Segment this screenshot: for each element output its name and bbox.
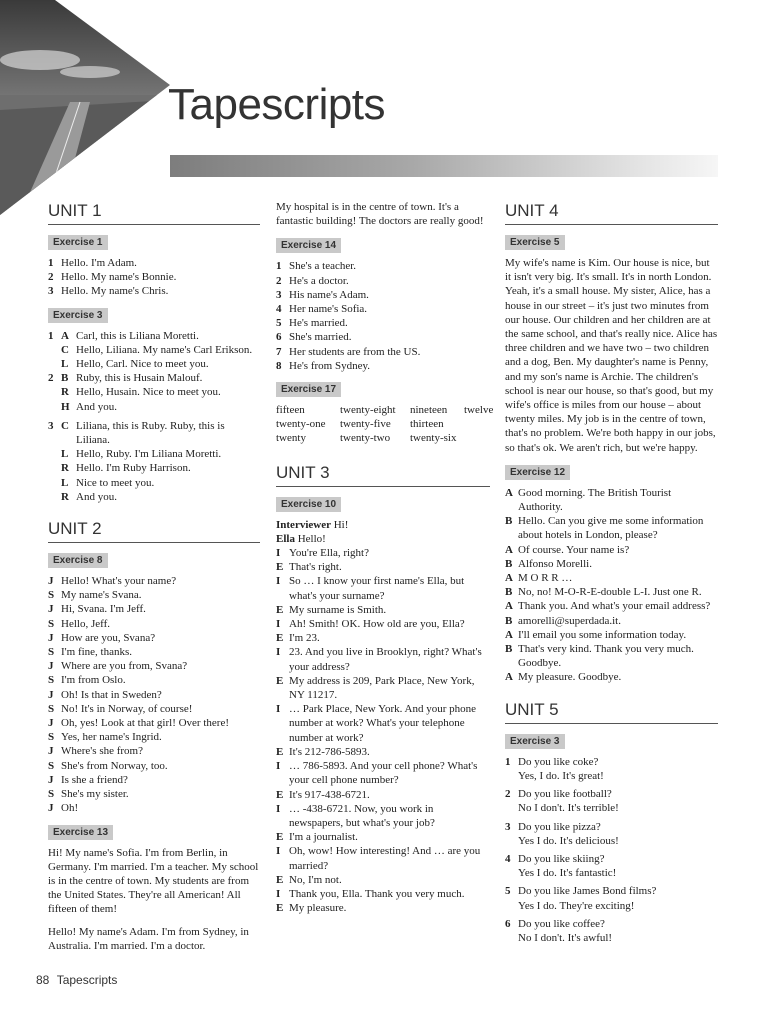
exercise-label: Exercise 12 [505, 465, 570, 480]
exercise-label: Exercise 13 [48, 825, 113, 840]
paragraph: Hello! My name's Adam. I'm from Sydney, in Australia. I'm married. I'm a doctor. [48, 925, 249, 952]
exercise-label: Exercise 3 [505, 734, 565, 749]
list-item: 3 Do you like pizza? [505, 820, 601, 833]
dialogue-line: H And you. [61, 400, 117, 413]
dialogue-line: S I'm from Oslo. [48, 674, 126, 687]
dialogue-line: J Hello! What's your name? [48, 575, 177, 588]
dialogue-line: I You're Ella, right? [276, 547, 369, 560]
title-gradient-bar [170, 155, 718, 177]
dialogue-line: J How are you, Svana? [48, 631, 156, 644]
paragraph: My wife's name is Kim. Our house is nice, but it isn't very big. It's small. It's in north London. Yeah, it's a small house. My sister, Alice, has a house in our street – it's just two minutes from our house. Our children and her children are at the same school, and that's really nice. Alice has three children and we have two – two children and a dog, Ben. My daughter's name is Penny, and my son's name is Archie. The children's school is near our house, so that's good, but my wife's office is miles from our house – about twenty miles. My job is in the centre of town, that's no problem. We're both happy in our jobs, so that's ok. We aren't rich, but we're happy. [505, 257, 718, 454]
dialogue-line: R Hello, Husain. Nice to meet you. [61, 386, 221, 399]
dialogue-line: 3 C Liliana, this is Ruby. Ruby, this is Liliana. [48, 419, 225, 447]
list-item: 3 Hello. My name's Chris. [48, 285, 169, 298]
dialogue-line: L Hello, Ruby. I'm Liliana Moretti. [61, 448, 222, 461]
answer-line: Yes I do. They're exciting! [518, 899, 635, 912]
unit-2-heading: UNIT 2 [48, 518, 260, 543]
dialogue-line: A I'll email you some information today. [505, 628, 687, 641]
column-3 [505, 200, 718, 945]
dialogue-line: E My pleasure. [276, 902, 347, 915]
dialogue-line: I … Park Place, New York. And your phone number at work? What's your telephone number at work? [276, 703, 476, 744]
dialogue-line: B amorelli@superdada.it. [505, 614, 621, 627]
column-2 [276, 200, 494, 915]
dialogue-line: R And you. [61, 490, 117, 503]
exercise-label: Exercise 8 [48, 553, 108, 568]
dialogue-line: S My name's Svana. [48, 589, 142, 602]
exercise-label: Exercise 1 [48, 235, 108, 250]
dialogue-line: I Oh, wow! How interesting! And … are you married? [276, 845, 481, 872]
dialogue-line: I Thank you, Ella. Thank you very much. [276, 887, 465, 900]
list-item: 7 Her students are from the US. [276, 345, 421, 358]
dialogue-line: S Yes, her name's Ingrid. [48, 731, 162, 744]
dialogue-line: E It's 212-786-5893. [276, 745, 370, 758]
paragraph: My hospital is in the centre of town. It's a fantastic building! The doctors are really good! [276, 201, 484, 228]
list-item: 1 Do you like coke? [505, 755, 599, 768]
list-item: 2 He's a doctor. [276, 274, 349, 287]
dialogue-line: C Hello, Liliana. My name's Carl Erikson. [61, 343, 253, 356]
page-number: 88 [36, 973, 50, 987]
list-item: 6 She's married. [276, 331, 352, 344]
dialogue-line: L Hello, Carl. Nice to meet you. [61, 358, 209, 371]
dialogue-line: J Oh! Is that in Sweden? [48, 688, 162, 701]
unit-4-heading: UNIT 4 [505, 200, 718, 225]
dialogue-line: E I'm 23. [276, 632, 320, 645]
list-item: 4 Her name's Sofia. [276, 303, 368, 316]
list-item: 2 Hello. My name's Bonnie. [48, 271, 177, 284]
answer-line: Yes I do. It's fantastic! [518, 867, 617, 880]
footer-label: Tapescripts [56, 973, 118, 987]
dialogue-line: A Good morning. The British Tourist Authority. [505, 486, 672, 514]
dialogue-line: E It's 917-438-6721. [276, 788, 370, 801]
dialogue-line: A My pleasure. Goodbye. [505, 671, 622, 684]
dialogue-line: J Where are you from, Svana? [48, 660, 188, 673]
dialogue-line: B Alfonso Morelli. [505, 557, 592, 570]
list-item: 5 He's married. [276, 317, 348, 330]
answer-line: Yes I do. It's delicious! [518, 834, 619, 847]
dialogue-line: E I'm a journalist. [276, 831, 358, 844]
dialogue-line: E That's right. [276, 561, 342, 574]
exercise-label: Exercise 5 [505, 235, 565, 250]
dialogue-line: J Is she a friend? [48, 773, 128, 786]
dialogue-line: R Hello. I'm Ruby Harrison. [61, 462, 191, 475]
dialogue-line: J Hi, Svana. I'm Jeff. [48, 603, 146, 616]
list-item: 1 Hello. I'm Adam. [48, 257, 137, 269]
dialogue-line: J Oh! [48, 802, 79, 815]
dialogue-line: I Ah! Smith! OK. How old are you, Ella? [276, 618, 465, 631]
number-words-grid: fifteen twenty-eight nineteen twelve twenty-one twenty-five thirteen twenty twenty-two twenty-six [276, 404, 494, 445]
dialogue-line: 1 A Carl, this is Liliana Moretti. [48, 329, 199, 342]
exercise-label: Exercise 10 [276, 497, 341, 512]
dialogue-line: Interviewer Hi! [276, 518, 349, 531]
list-item: 5 Do you like James Bond films? [505, 885, 657, 898]
dialogue-line: B That's very kind. Thank you very much. Goodbye. [505, 643, 694, 670]
exercise-label: Exercise 3 [48, 308, 108, 323]
dialogue-line: S I'm fine, thanks. [48, 646, 133, 659]
dialogue-line: S Hello, Jeff. [48, 617, 110, 630]
dialogue-line: L Nice to meet you. [61, 476, 155, 489]
exercise-label: Exercise 17 [276, 382, 341, 397]
dialogue-line: J Where's she from? [48, 745, 144, 758]
dialogue-line: J Oh, yes! Look at that girl! Over there! [48, 717, 229, 730]
list-item: 2 Do you like football? [505, 788, 612, 801]
list-item: 8 He's from Sydney. [276, 359, 371, 372]
list-item: 4 Do you like skiing? [505, 852, 605, 865]
column-1 [48, 200, 260, 961]
dialogue-line: S She's my sister. [48, 788, 129, 801]
dialogue-line: Ella Hello! [276, 532, 326, 545]
exercise-label: Exercise 14 [276, 238, 341, 253]
paragraph: Hi! My name's Sofia. I'm from Berlin, in Germany. I'm married. I'm a teacher. My school is in the centre of town. My students are from the United States. They're all American! All fifteen of them! [48, 846, 259, 916]
dialogue-line: I … 786-5893. And your cell phone? What's your cell phone number? [276, 760, 478, 787]
dialogue-line: E No, I'm not. [276, 873, 342, 886]
answer-line: No I don't. It's awful! [518, 931, 613, 944]
unit-1-heading: UNIT 1 [48, 200, 260, 225]
dialogue-line: A Thank you. And what's your email address? [505, 600, 711, 613]
dialogue-line: S No! It's in Norway, of course! [48, 702, 193, 715]
list-item: 1 She's a teacher. [276, 260, 357, 273]
dialogue-line: A Of course. Your name is? [505, 543, 630, 556]
dialogue-line: B No, no! M-O-R-E-double L-I. Just one R. [505, 586, 702, 599]
unit-5-heading: UNIT 5 [505, 699, 718, 724]
dialogue-line: B Hello. Can you give me some information about hotels in London, please? [505, 515, 704, 542]
dialogue-line: I 23. And you live in Brooklyn, right? What's your address? [276, 646, 482, 673]
answer-line: Yes, I do. It's great! [518, 769, 604, 782]
dialogue-line: E My surname is Smith. [276, 603, 387, 616]
road-landscape-photo [0, 0, 170, 215]
page-footer [36, 973, 117, 987]
dialogue-line: I So … I know your first name's Ella, but what's your surname? [276, 575, 465, 602]
dialogue-line: A M O R R … [505, 572, 573, 585]
unit-3-heading: UNIT 3 [276, 462, 490, 487]
list-item: 3 His name's Adam. [276, 288, 369, 301]
dialogue-line: 2 B Ruby, this is Husain Malouf. [48, 372, 203, 385]
page-title: Tapescripts [168, 80, 386, 129]
dialogue-line: S She's from Norway, too. [48, 759, 168, 772]
dialogue-line: I … -438-6721. Now, you work in newspapers, but what's your job? [276, 802, 435, 829]
list-item: 6 Do you like coffee? [505, 917, 605, 930]
answer-line: No I don't. It's terrible! [518, 802, 619, 815]
dialogue-line: E My address is 209, Park Place, New York, NY 11217. [276, 674, 475, 702]
